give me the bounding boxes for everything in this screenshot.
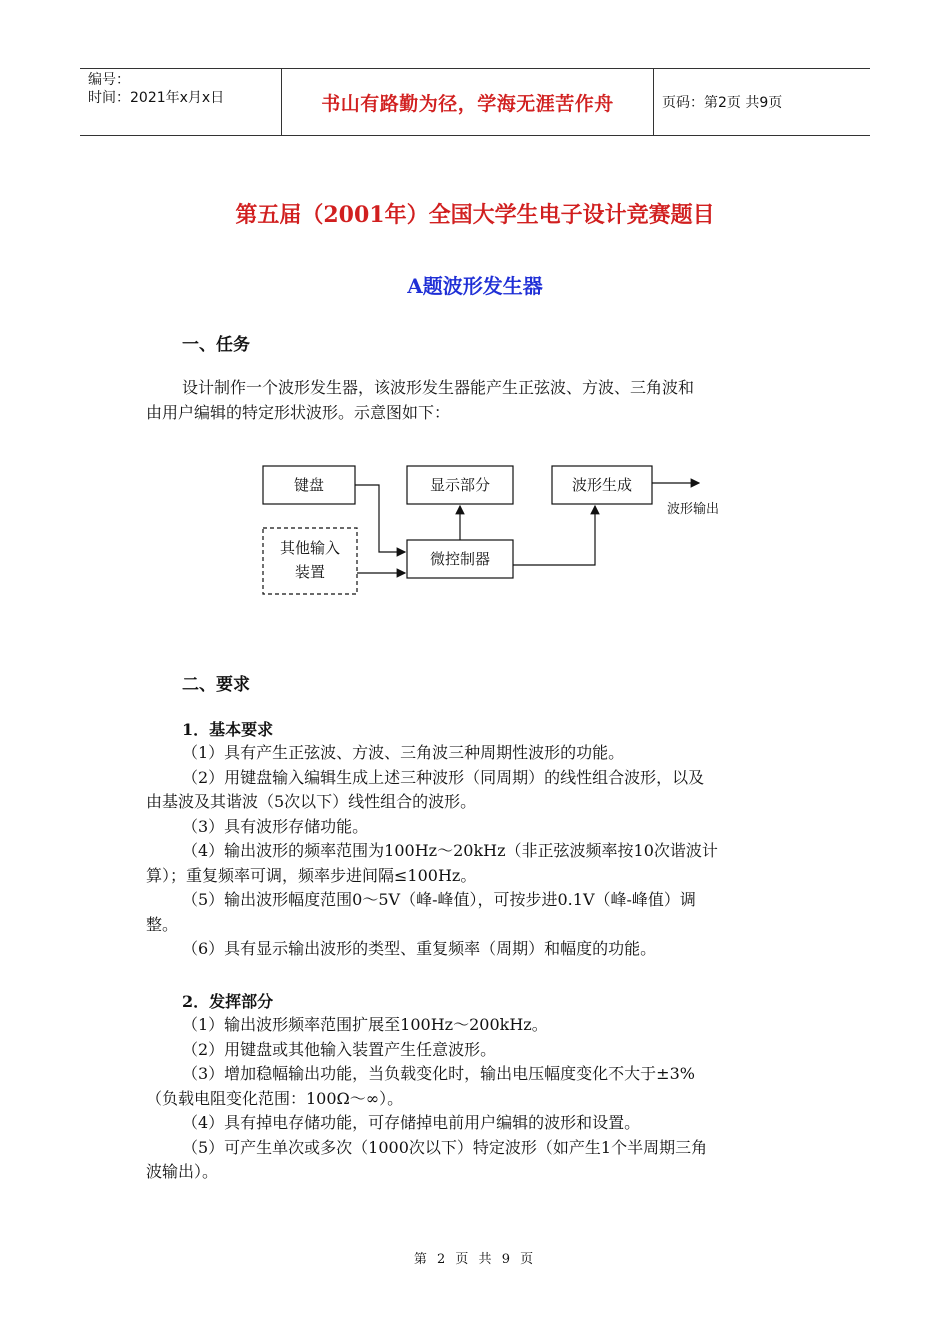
- req-line: （4）具有掉电存储功能，可存储掉电前用户编辑的波形和设置。: [182, 1113, 641, 1132]
- header-table: [80, 68, 870, 136]
- req-line: （5）输出波形幅度范围0～5V（峰-峰值），可按步进0.1V（峰-峰值）调: [182, 890, 696, 909]
- other-input-box: [263, 528, 357, 594]
- req-line: （3）增加稳幅输出功能，当负载变化时，输出电压幅度变化不大于±3%: [182, 1064, 695, 1083]
- req-line: （4）输出波形的频率范围为100Hz～20kHz（非正弦波频率按10次谐波计: [182, 841, 718, 860]
- req-line: （2）用键盘或其他输入装置产生任意波形。: [182, 1039, 497, 1059]
- extra-req-heading: 2．发挥部分: [182, 992, 274, 1011]
- extra-req-body: [146, 1013, 814, 1185]
- section-req-heading: 二、要求: [182, 675, 250, 695]
- section-task-body: [146, 376, 814, 425]
- keyboard-label: 键盘: [293, 476, 325, 494]
- time-label: 时间：2021年x月x日: [88, 90, 225, 106]
- section-task-heading: 一、任务: [182, 335, 250, 355]
- header-page-info: 页码：第2页 共9页: [662, 95, 783, 111]
- other-input-label-2: 装置: [294, 563, 326, 581]
- header-meta: [80, 69, 282, 135]
- header-motto: 书山有路勤为径，学海无涯苦作舟: [282, 69, 654, 135]
- page-title: 第五届（2001年）全国大学生电子设计竞赛题目: [235, 202, 715, 228]
- req-line: 算）；重复频率可调，频率步进间隔≤100Hz。: [146, 865, 477, 885]
- req-line: （3）具有波形存储功能。: [182, 816, 369, 836]
- page-subtitle: A题波形发生器: [407, 274, 543, 298]
- req-line: 由基波及其谐波（5次以下）线性组合的波形。: [146, 792, 477, 811]
- req-line: （2）用键盘输入编辑生成上述三种波形（同周期）的线性组合波形，以及: [182, 767, 705, 787]
- block-diagram: [255, 455, 755, 605]
- display-label: 显示部分: [429, 476, 491, 494]
- number-label: 编号：: [88, 72, 130, 88]
- req-line: （1）具有产生正弦波、方波、三角波三种周期性波形的功能。: [182, 743, 625, 762]
- task-line: 设计制作一个波形发生器，该波形发生器能产生正弦波、方波、三角波和: [182, 378, 695, 397]
- req-line: 整。: [146, 914, 179, 934]
- page-footer: 第 2 页 共 9 页: [413, 1252, 537, 1267]
- task-line: 由用户编辑的特定形状波形。示意图如下：: [146, 402, 451, 422]
- basic-req-heading: 1．基本要求: [182, 720, 274, 739]
- req-line: （6）具有显示输出波形的类型、重复频率（周期）和幅度的功能。: [182, 939, 657, 958]
- mcu-label: 微控制器: [429, 550, 491, 568]
- output-label: 波形输出: [667, 502, 720, 517]
- req-line: （1）输出波形频率范围扩展至100Hz～200kHz。: [182, 1015, 548, 1034]
- waveform-gen-label: 波形生成: [571, 476, 633, 494]
- keyboard-to-mcu-arrow: [355, 485, 405, 552]
- other-input-label-1: 其他输入: [279, 539, 341, 557]
- basic-req-body: [146, 741, 814, 962]
- req-line: （5）可产生单次或多次（1000次以下）特定波形（如产生1个半周期三角: [182, 1137, 708, 1157]
- mcu-to-waveform-arrow: [513, 506, 595, 565]
- req-line: 波输出）。: [146, 1162, 219, 1181]
- req-line: （负载电阻变化范围：100Ω～∞）。: [146, 1088, 404, 1108]
